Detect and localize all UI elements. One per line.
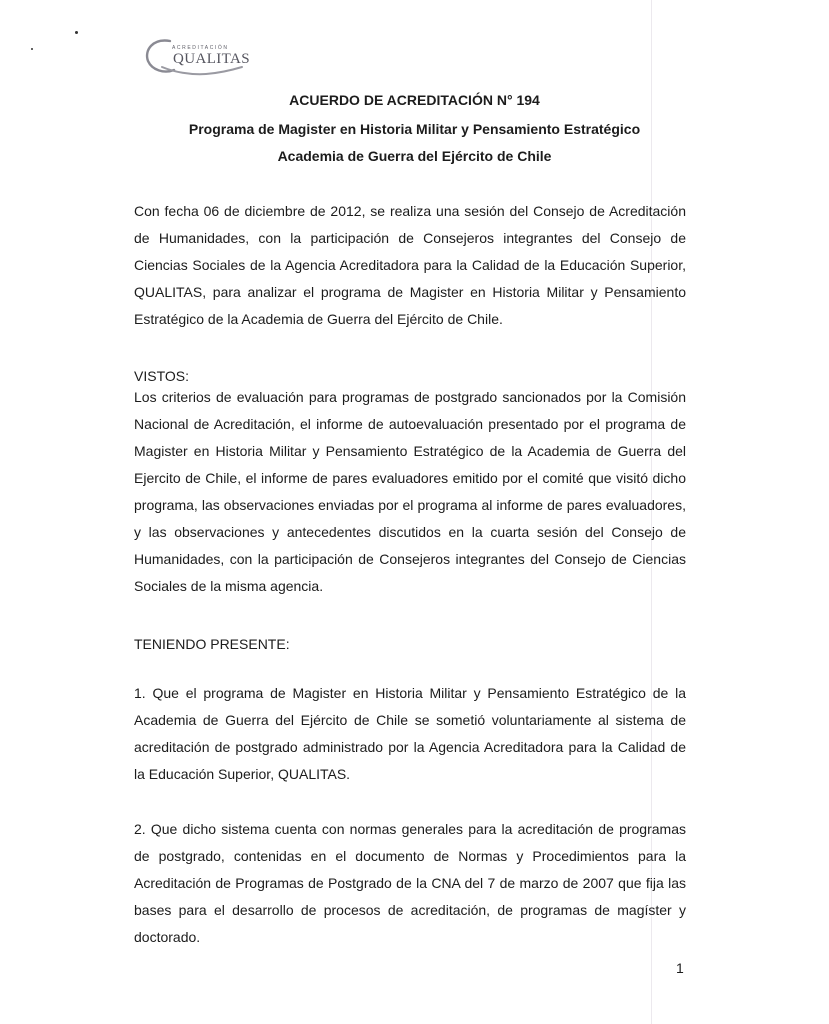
qualitas-logo (140, 34, 250, 80)
logo-tagline: ACREDITACIÓN (172, 45, 229, 51)
considerando-item: 1. Que el programa de Magister en Historia Militar y Pensamiento Estratégico de la Academia de Guerra del Ejército de Chile se sometió voluntariamente al sistema de acreditación de postgrado administrado por la Agencia Acreditadora para la Calidad de la Educación Superior, QUALITAS. (134, 685, 686, 782)
logo-wordmark: QUALITAS (173, 51, 250, 67)
scan-speck (31, 48, 33, 50)
considerando-item: 2. Que dicho sistema cuenta con normas generales para la acreditación de programas de postgrado, contenidas en el documento de Normas y Procedimientos para la Acreditación de Programas de Postgrado de la CNA del 7 de marzo de 2007 que fija las bases para el desarrollo de procesos de acreditación, de programas de magíster y doctorado. (134, 821, 686, 945)
vistos-label: VISTOS: (134, 368, 189, 384)
program-title: Programa de Magister en Historia Militar y Pensamiento Estratégico (188, 121, 641, 137)
vistos-paragraph: Los criterios de evaluación para programas de postgrado sancionados por la Comisión Nacional de Acreditación, el informe de autoevaluación presentado por el programa de Magister en Historia Militar y Pensamiento Estratégico de la Academia de Guerra del Ejercito de Chile, el informe de pares evaluadores emitido por el comité que visitó dicho programa, las observaciones enviadas por el programa al informe de pares evaluadores, y las observaciones y antecedentes discutidos en la cuarta sesión del Consejo de Humanidades, con la participación de Consejeros integrantes del Consejo de Ciencias Sociales de la misma agencia. (134, 389, 686, 594)
institution-title: Academia de Guerra del Ejército de Chile (277, 148, 552, 164)
page-number: 1 (676, 960, 684, 976)
agreement-title: ACUERDO DE ACREDITACIÓN N° 194 (289, 92, 540, 108)
intro-paragraph: Con fecha 06 de diciembre de 2012, se realiza una sesión del Consejo de Acreditación de Humanidades, con la participación de Consejeros integrantes del Consejo de Ciencias Sociales de la Agencia Acreditadora para la Calidad de la Educación Superior, QUALITAS, para analizar el programa de Magister en Historia Militar y Pensamiento Estratégico de la Academia de Guerra del Ejército de Chile. (134, 203, 686, 327)
scan-speck (75, 31, 78, 34)
teniendo-label: TENIENDO PRESENTE: (134, 636, 290, 652)
